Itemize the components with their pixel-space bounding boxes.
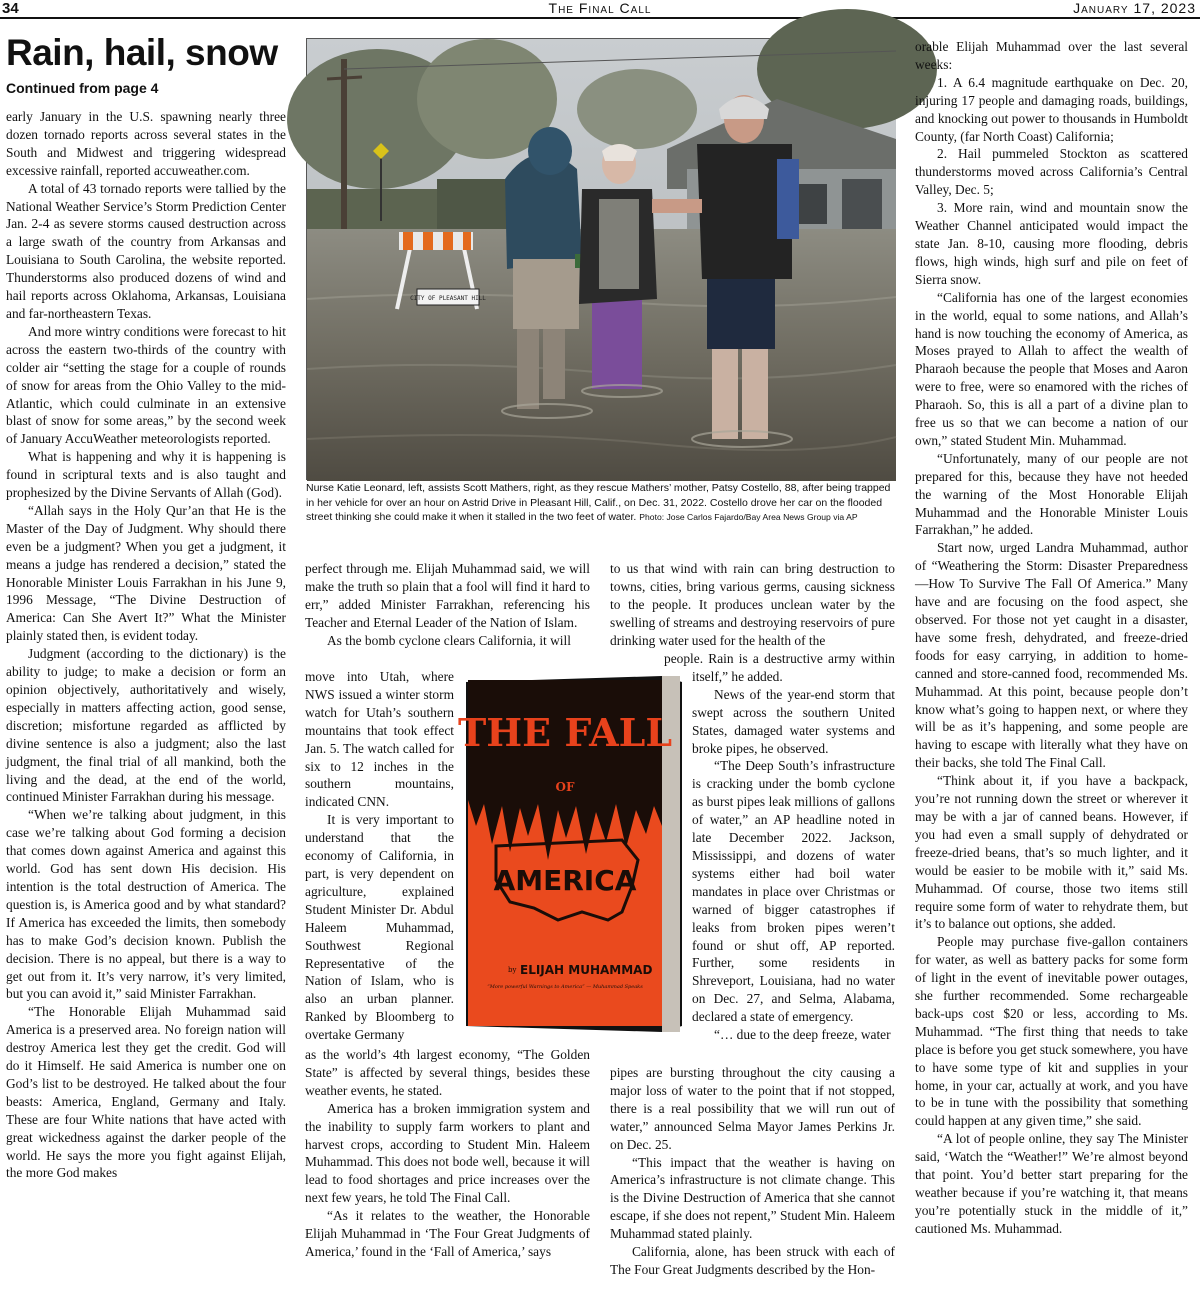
- article-headline: Rain, hail, snow: [6, 32, 278, 73]
- paragraph: “The Honorable Elijah Muhammad said America is a preserved area. No foreign nation will destroy America lest they get the credit. God will do it Himself. He said America is number one on God’s list to be destroyed. He talked about the four beasts: America, England, Germany and Italy. These are four White nations that have acted with great wickedness against the darker people of the world. He says the more you fight against Elijah, the more God makes: [6, 1004, 286, 1181]
- paragraph: People may purchase five-gallon containers for water, as well as battery packs for some form of light in the event of inevitable power outages, she further recommended. Some rechargeable back-ups cost $20 or less, according to Ms. Muhammad. “The first thing that needs to take place is before you get stuck somewhere, you have to have some type of kit and supplies in your home, in your car, actually at work, and you have to be in tune with the possibility that something could happen at any given time,” she said.: [915, 934, 1188, 1129]
- paragraph: 2. Hail pummeled Stockton as scattered thunderstorms moved across California’s Central Valley, Dec. 5;: [915, 146, 1188, 198]
- caption-text: Nurse Katie Leonard, left, assists Scott Mathers, right, as they rescue Mathers’ mother, Patsy Costello, 88, after being trapped in her vehicle for over an hour on Astrid Drive in Pleasant Hill, Calif., on Dec. 31, 2022. Costello drove her car on the flooded street thinking she could make it when it stalled in the two feet of water.: [306, 482, 891, 524]
- paragraph: “A lot of people online, they say The Minister said, ‘Watch the “Weather!” We’re almost beyond that point. You’d better start preparing for the weather because if you’re watching it, that means you’re potentially stuck in the middle of it,” cautioned Ms. Muhammad.: [915, 1131, 1188, 1236]
- paragraph: And more wintry conditions were forecast to hit across the eastern two-thirds of the country with colder air “setting the stage for a couple of rounds of snow for areas from the Ohio Valley to the mid-Atlantic, which could culminate in an extensive blast of snow for some areas,” by the second week of January AccuWeather meteorologists reported.: [6, 323, 286, 447]
- paragraph: It is very important to understand that the economy of California, in part, is very dependent on agriculture, explained Student Minister Dr. Abdul Haleem Muhammad, Southwest Regional Representative of the Nation of Islam, who is also an urban planner. Ranked by Bloomberg to overtake Germany: [305, 812, 454, 1043]
- photo-credit: Photo: Jose Carlos Fajardo/Bay Area News Group via AP: [639, 512, 858, 523]
- book-title-of: OF: [555, 780, 575, 794]
- paragraph: pipes are bursting throughout the city causing a major loss of water to the point that if not stopped, there is a real possibility that we will run out of water,” announced Selma Mayor James Perkins Jr. on Dec. 25.: [610, 1065, 895, 1152]
- column-4: [915, 38, 1188, 1286]
- paragraph: “Think about it, if you have a backpack, you’re not running down the street or wherever it may be with a jar of canned beans. However, if you had even a small supply of dehydrated or freeze-dried beans, that’s so much lighter, and it would be easier to be mobile with it,” said Ms. Muhammad. Of course, those two items still require some form of water to rehydrate them, but it’s to balance out options, she added.: [915, 773, 1188, 932]
- photo-caption: [306, 481, 896, 525]
- paragraph: “As it relates to the weather, the Honorable Elijah Muhammad in ‘The Four Great Judgments of America,’ found in the ‘Fall of America,’ says: [305, 1208, 590, 1259]
- paragraph: “The Deep South’s infrastructure is cracking under the bomb cyclone as burst pipes leak millions of gallons of water,” an AP headline noted in late December 2022. Jackson, Mississippi, and dozens of water systems either had boil water mandates in place over Christmas or warned of bigger catastrophes if leaks from broken pipes weren’t found or shut off, AP reported. Further, some residents in Shreveport, Louisiana, had no water on Dec. 27, and Selma, Alabama, declared a state of emergency.: [692, 758, 895, 1025]
- paragraph: people. Rain is a destructive army within itself,” he added.: [664, 651, 895, 684]
- column-3-top: [610, 560, 895, 650]
- paragraph: Start now, urged Landra Muhammad, author of “Weathering the Storm: Disaster Preparedness—How To Survive The Fall Of America.” Many have and are focusing on the food aspect, she observed. For those not yet caught in a disaster, have some fresh, dehydrated, and freeze-dried foods for easy carrying, in addition to home-canned and store-canned food, recommended Ms. Muhammad. At this point, because people don’t know what’s going to happen next, or where they will be as it’s happening, and some people are having to escape with literally what they have on their backs, she told The Final Call.: [915, 540, 1188, 771]
- book-title-america: AMERICA: [493, 864, 637, 897]
- issue-date: January 17, 2023: [1073, 0, 1196, 16]
- photo-illustration: [307, 39, 896, 481]
- paragraph: News of the year-end storm that swept across the southern United States, damaged water systems and broke pipes, he observed.: [692, 686, 895, 756]
- paragraph: Judgment (according to the dictionary) is the ability to judge; to make a decision or form an opinion objectively, authoritatively and wisely, especially in matters affecting action, good sense, discretion; misfortune regarded as afflicted by divine sentence is also a judgment; also the last judgment, the final trial of all mankind, both the living and the dead, at the end of the world, continued Minister Farrakhan during his message.: [6, 646, 286, 805]
- continued-line: Continued from page 4: [6, 80, 159, 96]
- book-title-the-fall: THE FALL: [457, 710, 673, 755]
- column-2-top: [305, 560, 590, 668]
- paragraph: perfect through me. Elijah Muhammad said, we will make the truth so plain that a fool will find it hard to err,” added Minister Farrakhan, referencing his Teacher and Eternal Leader of the Nation of Islam.: [305, 561, 590, 630]
- column-1: [6, 108, 286, 1286]
- paragraph: “Allah says in the Holy Qur’an that He is the Master of the Day of Judgment. Why should there even be a judgment? When you get a judgment, it means a judge has rendered a decision,” stated the Honorable Minister Louis Farrakhan in his June 9, 1996 Message, “The Divine Destruction of America: Can She Avert It?” What the Minister plainly stated then, is evident today.: [6, 502, 286, 644]
- paragraph: As the bomb cyclone clears California, it will: [327, 632, 571, 648]
- paragraph: “California has one of the largest economies in the world, equal to some nations, and Allah’s hand is now touching the economy of America, as Moses prayed to Allah to affect the wealth of Pharaoh because the people that Moses and Aaron were to free, were so enamored with the riches of Pharaoh. So, this is all a part of a divine plan to free us so that we can become a nation of our own,” stated Student Min. Muhammad.: [915, 289, 1188, 448]
- paragraph: “When we’re talking about judgment, in this case we’re talking about God forming a decision that comes down against America and against this world. God has sent down His decision. His intention is the total destruction of America. The question is, is America good and by what standard? If America has exceeded the limits, then somebody has to make God’s decision known. Publish the decision. There is no appeal, but there is a way to get out from it. It’s very narrow, it’s very limited, but you can avoid it,” said Minister Farrakhan.: [6, 807, 286, 1002]
- book-author-by: by: [508, 966, 517, 974]
- paragraph: “This impact that the weather is having on America’s infrastructure is not climate change. This is the Divine Destruction of America that she cannot escape, if she does not repent,” Student Min. Haleem Muhammad stated plainly.: [610, 1154, 895, 1242]
- paragraph: 1. A 6.4 magnitude earthquake on Dec. 20, injuring 17 people and damaging roads, buildings, and knocking out power to thousands in Humboldt County, (far North Coast) California;: [915, 74, 1188, 144]
- page-number: 34: [2, 0, 19, 17]
- column-2-bottom: [305, 1046, 590, 1286]
- column-2-wrap: [305, 668, 454, 1044]
- publication-name: The Final Call: [548, 0, 652, 16]
- column-3-bottom: [610, 1064, 895, 1286]
- flood-rescue-photo: [306, 38, 895, 480]
- paragraph: early January in the U.S. spawning nearly three dozen tornado reports across several states in the South and Midwest and triggering widespread excessive rainfall, reported accuweather.com.: [6, 109, 286, 178]
- paragraph: 3. More rain, wind and mountain snow the Weather Channel anticipated would impact the state Jan. 8-10, causing more flooding, debris flows, high winds, high surf and pile on feet of Sierra snow.: [915, 200, 1188, 287]
- paragraph: to us that wind with rain can bring destruction to towns, cities, bring various germs, causing sickness to the people. It produces unclean water by the swelling of streams and destroying reservoirs of pure drinking water used for the health of the: [610, 561, 895, 648]
- paragraph: What is happening and why it is happening is found in scriptural texts and is also taught and prophesized by the Divine Servants of Allah (God).: [6, 449, 286, 501]
- book-author: ELIJAH MUHAMMAD: [520, 963, 653, 977]
- fall-of-america-book-cover: [457, 676, 686, 1032]
- page-header: [0, 0, 1200, 19]
- column-3-wrap: [664, 650, 895, 1062]
- paragraph: America has a broken immigration system and the inability to supply farm workers to plant and harvest crops, according to Student Min. Haleem Muhammad. This does not bode well, because it will lead to food shortages and price increases over the next few years, he told The Final Call.: [305, 1100, 590, 1206]
- book-cover-illustration: [457, 676, 686, 1032]
- paragraph: “… due to the deep freeze, water: [714, 1027, 891, 1043]
- book-tagline: “More powerful Warnings to America” — Muhammad Speaks: [487, 984, 643, 990]
- paragraph: move into Utah, where NWS issued a winter storm watch for Utah’s southern mountains that took effect Jan. 5. The watch called for six to 12 inches in the southern mountains, indicated CNN.: [305, 669, 454, 810]
- barricade-sign-text: CITY OF PLEASANT HILL: [410, 295, 486, 302]
- paragraph: A total of 43 tornado reports were tallied by the National Weather Service’s Storm Prediction Center Jan. 2-4 as severe storms caused destruction across a large swath of the country from Arkansas and Louisiana to South Carolina, the website reported. Thunderstorms also produced dozens of wind and hail reports across Oklahoma, Arkansas, Louisiana and far-northeastern Texas.: [6, 180, 286, 321]
- paragraph: orable Elijah Muhammad over the last several weeks:: [915, 39, 1188, 72]
- paragraph: California, alone, has been struck with each of The Four Great Judgments described by the Hon-: [610, 1244, 895, 1277]
- paragraph: “Unfortunately, many of our people are not prepared for this, because they have not heeded the warning of the Most Honorable Elijah Muhammad and the Honorable Minister Louis Farrakhan,” he added.: [915, 450, 1188, 538]
- paragraph: as the world’s 4th largest economy, “The Golden State” is affected by several things, besides these weather events, he stated.: [305, 1047, 590, 1098]
